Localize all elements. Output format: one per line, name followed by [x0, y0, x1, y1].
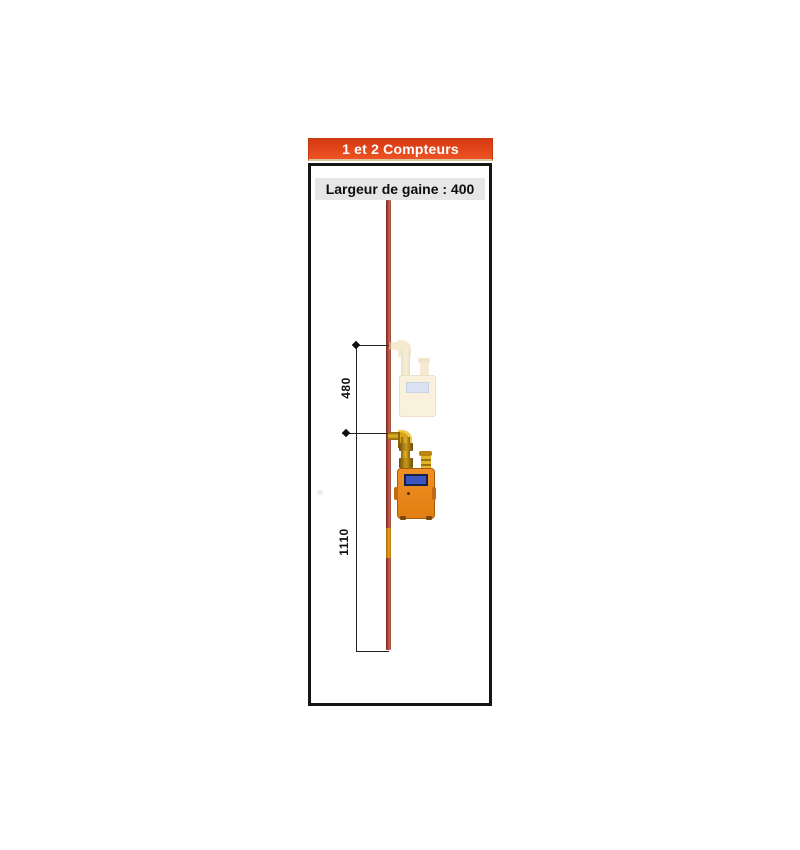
duct-width-label-text: Largeur de gaine : 400 — [325, 181, 475, 197]
duct-width-label — [315, 178, 485, 200]
meter-button — [407, 492, 410, 495]
dimension-label-480: 480 — [339, 377, 353, 399]
riser-pipe-icon — [386, 200, 391, 650]
gas-meter-icon — [385, 426, 440, 521]
meter-foot-right — [426, 516, 432, 520]
meter-union-nut-lower — [399, 458, 413, 468]
meter-side-tab-left — [394, 487, 398, 500]
title-banner — [308, 138, 493, 161]
scan-smudge — [315, 489, 325, 496]
dimension-label-1110: 1110 — [337, 528, 351, 556]
dimension-vertical-line — [356, 345, 357, 651]
meter-union-nut-upper — [399, 443, 413, 451]
meter-side-tab-right — [432, 487, 436, 500]
pipe-coupling-icon — [386, 528, 391, 558]
dimension-tick-bottom — [356, 651, 389, 652]
ghost-outlet-valve — [420, 363, 429, 375]
ghost-gas-meter-icon — [385, 336, 440, 418]
meter-foot-left — [400, 516, 406, 520]
title-banner-label: 1 et 2 Compteurs — [342, 141, 459, 157]
meter-display — [404, 474, 428, 486]
ghost-meter-display — [406, 382, 429, 393]
ghost-drop-pipe — [401, 350, 410, 378]
